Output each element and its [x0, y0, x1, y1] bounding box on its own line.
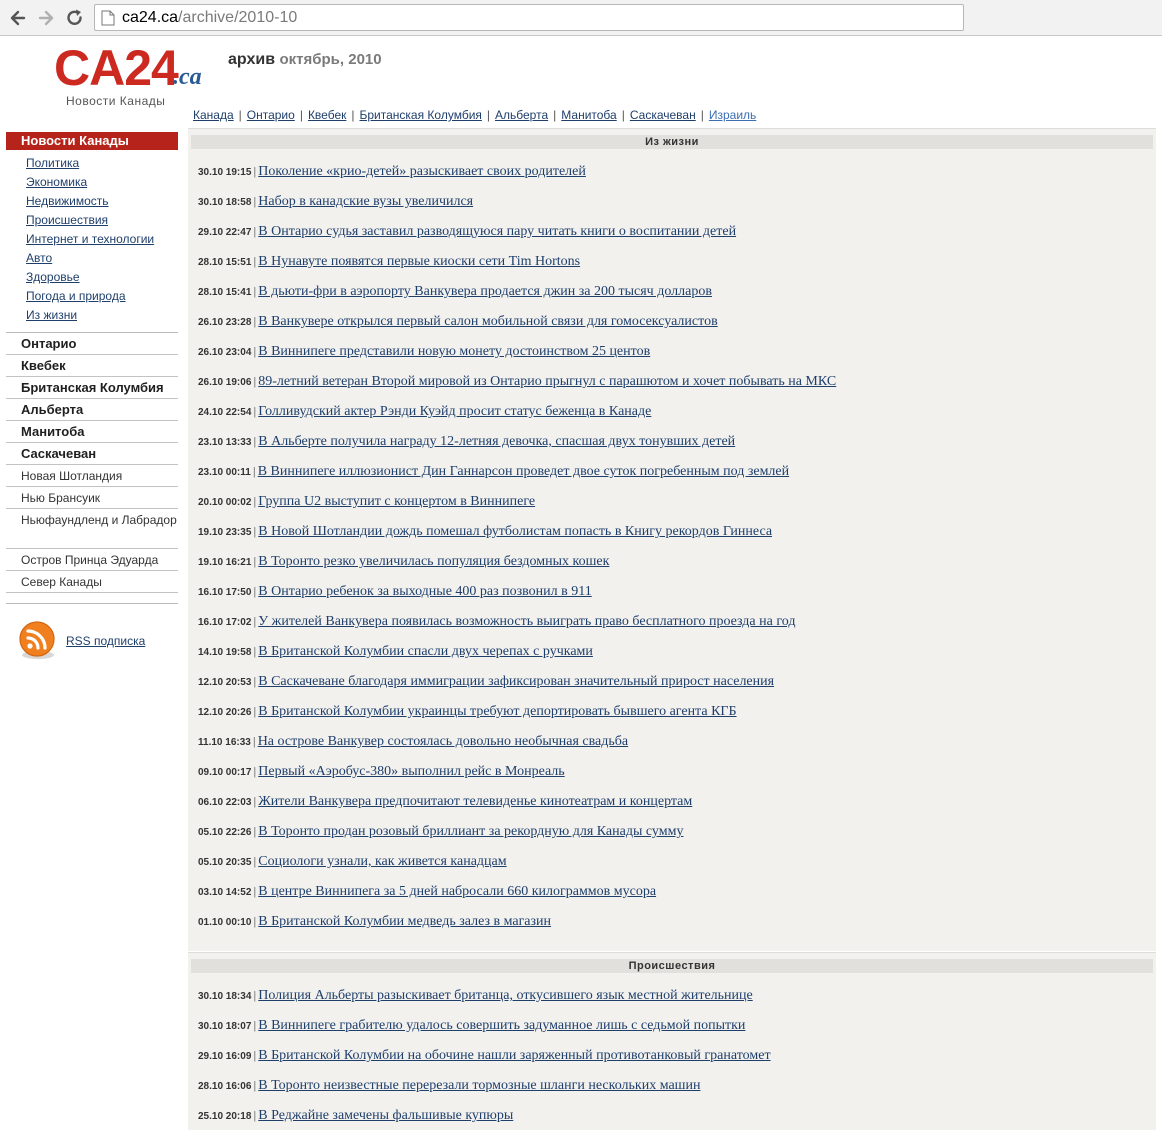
page-icon [101, 10, 115, 26]
news-list [188, 161, 1156, 941]
sidebar-item-weather[interactable]: Погода и природа [26, 289, 126, 303]
list-item [188, 311, 1156, 341]
logo-main: CA24 [54, 40, 178, 96]
list-item [188, 341, 1156, 371]
news-date: 12.10 20:53 [198, 677, 252, 688]
news-link[interactable]: В центре Виннипега за 5 дней набросали 660 килограммов мусора [258, 884, 657, 899]
rss-link[interactable]: RSS подписка [66, 634, 146, 648]
region-link-saskatchewan[interactable]: Саскачеван [629, 108, 696, 122]
separator: | [253, 196, 257, 208]
sidebar-item-canada-news[interactable]: Новости Канады [6, 132, 178, 150]
news-link[interactable]: В Виннипеге представили новую монету достоинством 25 центов [258, 344, 651, 359]
news-link[interactable]: Социологи узнали, как живется канадцам [258, 854, 507, 869]
browser-toolbar [0, 0, 1162, 36]
region-list [6, 332, 178, 593]
separator: | [253, 1020, 257, 1032]
news-date: 01.10 00:10 [198, 917, 252, 928]
news-date: 09.10 00:17 [198, 767, 252, 778]
news-link[interactable]: В Саскачеване благодаря иммиграции зафиксирован значительный прирост населения [258, 674, 775, 689]
list-item [188, 371, 1156, 401]
site-logo[interactable] [54, 40, 214, 112]
separator: | [253, 646, 257, 658]
list-item [188, 731, 1156, 761]
sidebar-item-manitoba[interactable]: Манитоба [6, 421, 178, 443]
news-date: 12.10 20:26 [198, 707, 252, 718]
news-link[interactable]: В Торонто продан розовый бриллиант за рекордную для Канады сумму [258, 824, 684, 839]
list-item [188, 671, 1156, 701]
list-item [188, 191, 1156, 221]
news-link[interactable]: Жители Ванкувера предпочитают телевиденье кинотеатрам и концертам [258, 794, 693, 809]
news-link[interactable]: В Реджайне замечены фальшивые купюры [258, 1108, 514, 1123]
news-date: 30.10 18:07 [198, 1021, 252, 1032]
news-link[interactable]: В Новой Шотландии дождь помешал футболистам попасть в Книгу рекордов Гиннеса [258, 524, 773, 539]
region-nav: Канада | Онтарио | Квебек | Британская Колумбия | Альберта | Манитоба | Саскачеван | Израиль [193, 108, 757, 122]
sidebar-item-incidents[interactable]: Происшествия [26, 213, 109, 227]
news-date: 20.10 00:02 [198, 497, 252, 508]
news-link[interactable]: В Онтарио ребенок за выходные 400 раз позвонил в 911 [258, 584, 592, 599]
news-link[interactable]: 89-летний ветеран Второй мировой из Онтарио прыгнул с парашютом и хочет побывать на МКС [258, 374, 837, 389]
archive-word: архив [228, 51, 276, 68]
list-item [188, 491, 1156, 521]
news-list [188, 985, 1156, 1135]
separator: | [253, 166, 257, 178]
separator: | [253, 496, 257, 508]
forward-arrow-icon[interactable] [36, 8, 56, 28]
sidebar-item-life[interactable]: Из жизни [26, 308, 78, 322]
separator: | [253, 886, 257, 898]
news-date: 16.10 17:50 [198, 587, 252, 598]
news-link[interactable]: У жителей Ванкувера появилась возможность выиграть право бесплатного проезда на год [258, 614, 796, 629]
news-link[interactable]: В Альберте получила награду 12-летняя девочка, спасшая двух тонувших детей [258, 434, 736, 449]
list-item [188, 641, 1156, 671]
news-date: 11.10 16:33 [198, 737, 251, 748]
list-item [188, 161, 1156, 191]
list-item [188, 985, 1156, 1015]
news-date: 28.10 15:41 [198, 287, 252, 298]
separator: | [253, 706, 257, 718]
separator: | [253, 226, 257, 238]
list-item [188, 761, 1156, 791]
sidebar-item-politics[interactable]: Политика [26, 156, 80, 170]
separator: | [253, 766, 257, 778]
list-item [188, 821, 1156, 851]
news-link[interactable]: В Торонто неизвестные перерезали тормозные шланги нескольких машин [258, 1078, 701, 1093]
list-item [188, 1015, 1156, 1045]
news-link[interactable]: Полиция Альберты разыскивает британца, откусившего язык местной жительнице [258, 988, 753, 1003]
page-title [228, 51, 382, 69]
region-link-quebec[interactable]: Квебек [307, 108, 347, 122]
separator: | [253, 286, 257, 298]
news-date: 06.10 22:03 [198, 797, 252, 808]
separator: | [253, 1110, 257, 1122]
sidebar-item-real-estate[interactable]: Недвижимость [26, 194, 109, 208]
region-link-alberta[interactable]: Альберта [495, 108, 549, 122]
news-date: 23.10 00:11 [198, 467, 251, 478]
news-link[interactable]: Голливудский актер Рэнди Куэйд просит статус беженца в Канаде [258, 404, 652, 419]
list-item [188, 521, 1156, 551]
separator: | [253, 676, 257, 688]
separator: | [253, 586, 257, 598]
section-title: Происшествия [191, 959, 1153, 973]
address-bar[interactable] [94, 4, 964, 31]
separator: | [253, 346, 257, 358]
news-date: 25.10 20:18 [198, 1111, 252, 1122]
sidebar-item-nova-scotia[interactable]: Новая Шотландия [6, 465, 178, 487]
list-item [188, 1045, 1156, 1075]
news-date: 30.10 19:15 [198, 167, 252, 178]
rss-block [18, 620, 178, 662]
separator: | [253, 376, 257, 388]
news-date: 23.10 13:33 [198, 437, 252, 448]
news-link[interactable]: В Торонто резко увеличилась популяция бездомных кошек [258, 554, 610, 569]
news-date: 03.10 14:52 [198, 887, 252, 898]
sidebar-item-north[interactable]: Север Канады [6, 571, 178, 593]
region-link-bc[interactable]: Британская Колумбия [359, 108, 482, 122]
news-link[interactable]: Набор в канадские вузы увеличился [258, 194, 474, 209]
sidebar-item-internet-tech[interactable]: Интернет и технологии [26, 232, 155, 246]
news-date: 24.10 22:54 [198, 407, 252, 418]
list-item [188, 881, 1156, 911]
news-link[interactable]: Поколение «крио-детей» разыскивает своих родителей [258, 164, 586, 179]
logo-tagline: Новости Канады [66, 94, 166, 108]
list-item [188, 461, 1156, 491]
archive-period: октябрь, 2010 [279, 51, 382, 68]
news-date: 05.10 22:26 [198, 827, 252, 838]
separator: | [253, 256, 257, 268]
separator: | [253, 436, 257, 448]
category-list [6, 154, 178, 327]
sidebar-item-quebec[interactable]: Квебек [6, 355, 178, 377]
separator: | [253, 1080, 257, 1092]
separator: | [253, 1050, 257, 1062]
section-title: Из жизни [191, 135, 1153, 149]
list-item [188, 791, 1156, 821]
news-link[interactable]: В Виннипеге иллюзионист Дин Ганнарсон проведет двое суток погребенным под землей [257, 464, 790, 479]
separator: | [253, 616, 257, 628]
separator: | [253, 796, 257, 808]
region-link-manitoba[interactable]: Манитоба [561, 108, 617, 122]
separator: | [252, 736, 256, 748]
separator: | [253, 990, 257, 1002]
news-link[interactable]: Первый «Аэробус-380» выполнил рейс в Монреаль [258, 764, 565, 779]
news-date: 14.10 19:58 [198, 647, 252, 658]
news-link[interactable]: Группа U2 выступит с концертом в Виннипеге [258, 494, 536, 509]
sidebar-item-ontario[interactable]: Онтарио [6, 333, 178, 355]
news-date: 05.10 20:35 [198, 857, 252, 868]
news-link[interactable]: В Британской Колумбии украинцы требуют депортировать бывшего агента КГБ [258, 704, 737, 719]
list-item [188, 251, 1156, 281]
list-item [188, 581, 1156, 611]
sidebar-item-health[interactable]: Здоровье [26, 270, 80, 284]
list-item [188, 701, 1156, 731]
sidebar-item-newfoundland[interactable]: Ньюфаундленд и Лабрадор [6, 509, 178, 549]
back-arrow-icon[interactable] [8, 8, 28, 28]
sidebar-item-auto[interactable]: Авто [26, 251, 53, 265]
sidebar-item-economy[interactable]: Экономика [26, 175, 88, 189]
list-item [188, 281, 1156, 311]
news-link[interactable]: В Онтарио судья заставил разводящуюся пару читать книги о воспитании детей [258, 224, 737, 239]
news-date: 26.10 23:28 [198, 317, 252, 328]
list-item [188, 431, 1156, 461]
separator: | [253, 916, 257, 928]
news-date: 29.10 22:47 [198, 227, 252, 238]
separator: | [253, 556, 257, 568]
region-link-ontario[interactable]: Онтарио [246, 108, 295, 122]
region-link-canada[interactable]: Канада [193, 108, 234, 122]
list-item [188, 1105, 1156, 1135]
separator: | [253, 406, 257, 418]
list-item [188, 401, 1156, 431]
list-item [188, 851, 1156, 881]
news-link[interactable]: В Британской Колумбии медведь залез в магазин [258, 914, 552, 929]
sidebar-item-bc[interactable]: Британская Колумбия [6, 377, 178, 399]
news-date: 26.10 23:04 [198, 347, 252, 358]
news-date: 30.10 18:58 [198, 197, 252, 208]
news-link[interactable]: В Британской Колумбии спасли двух черепах с ручками [258, 644, 593, 659]
section-life [188, 128, 1156, 951]
news-date: 19.10 23:35 [198, 527, 252, 538]
news-link[interactable]: В дьюти-фри в аэропорту Ванкувера продается джин за 200 тысяч долларов [258, 284, 712, 299]
separator: | [253, 526, 257, 538]
news-date: 28.10 16:06 [198, 1081, 252, 1092]
separator: | [253, 316, 257, 328]
url-text: ca24.ca/archive/2010-10 [122, 9, 298, 26]
list-item [188, 551, 1156, 581]
news-date: 30.10 18:34 [198, 991, 252, 1002]
news-date: 29.10 16:09 [198, 1051, 252, 1062]
news-link[interactable]: В Ванкувере открылся первый салон мобильной связи для гомосексуалистов [258, 314, 718, 329]
separator: | [253, 826, 257, 838]
news-link[interactable]: В Нунавуте появятся первые киоски сети Tim Hortons [258, 254, 581, 269]
list-item [188, 1075, 1156, 1105]
news-link[interactable]: В Виннипеге грабителю удалось совершить задуманное лишь с седьмой попытки [258, 1018, 746, 1033]
sidebar-item-pei[interactable]: Остров Принца Эдуарда [6, 549, 178, 571]
news-date: 19.10 16:21 [198, 557, 252, 568]
news-date: 28.10 15:51 [198, 257, 252, 268]
region-link-israel[interactable]: Израиль [708, 108, 757, 122]
sidebar-item-alberta[interactable]: Альберта [6, 399, 178, 421]
list-item [188, 611, 1156, 641]
news-link[interactable]: На острове Ванкувер состоялась довольно необычная свадьба [257, 734, 629, 749]
sidebar-item-new-brunswick[interactable]: Нью Брансуик [6, 487, 178, 509]
list-item [188, 221, 1156, 251]
sidebar-item-saskatchewan[interactable]: Саскачеван [6, 443, 178, 465]
logo-suffix: .ca [173, 64, 202, 90]
section-incidents [188, 952, 1156, 1130]
list-item [188, 911, 1156, 941]
separator: | [253, 856, 257, 868]
rss-icon[interactable] [18, 620, 58, 660]
reload-icon[interactable] [65, 8, 85, 28]
news-date: 26.10 19:06 [198, 377, 252, 388]
news-link[interactable]: В Британской Колумбии на обочине нашли заряженный противотанковый гранатомет [258, 1048, 771, 1063]
news-date: 16.10 17:02 [198, 617, 252, 628]
sidebar [6, 132, 178, 604]
separator: | [252, 466, 256, 478]
